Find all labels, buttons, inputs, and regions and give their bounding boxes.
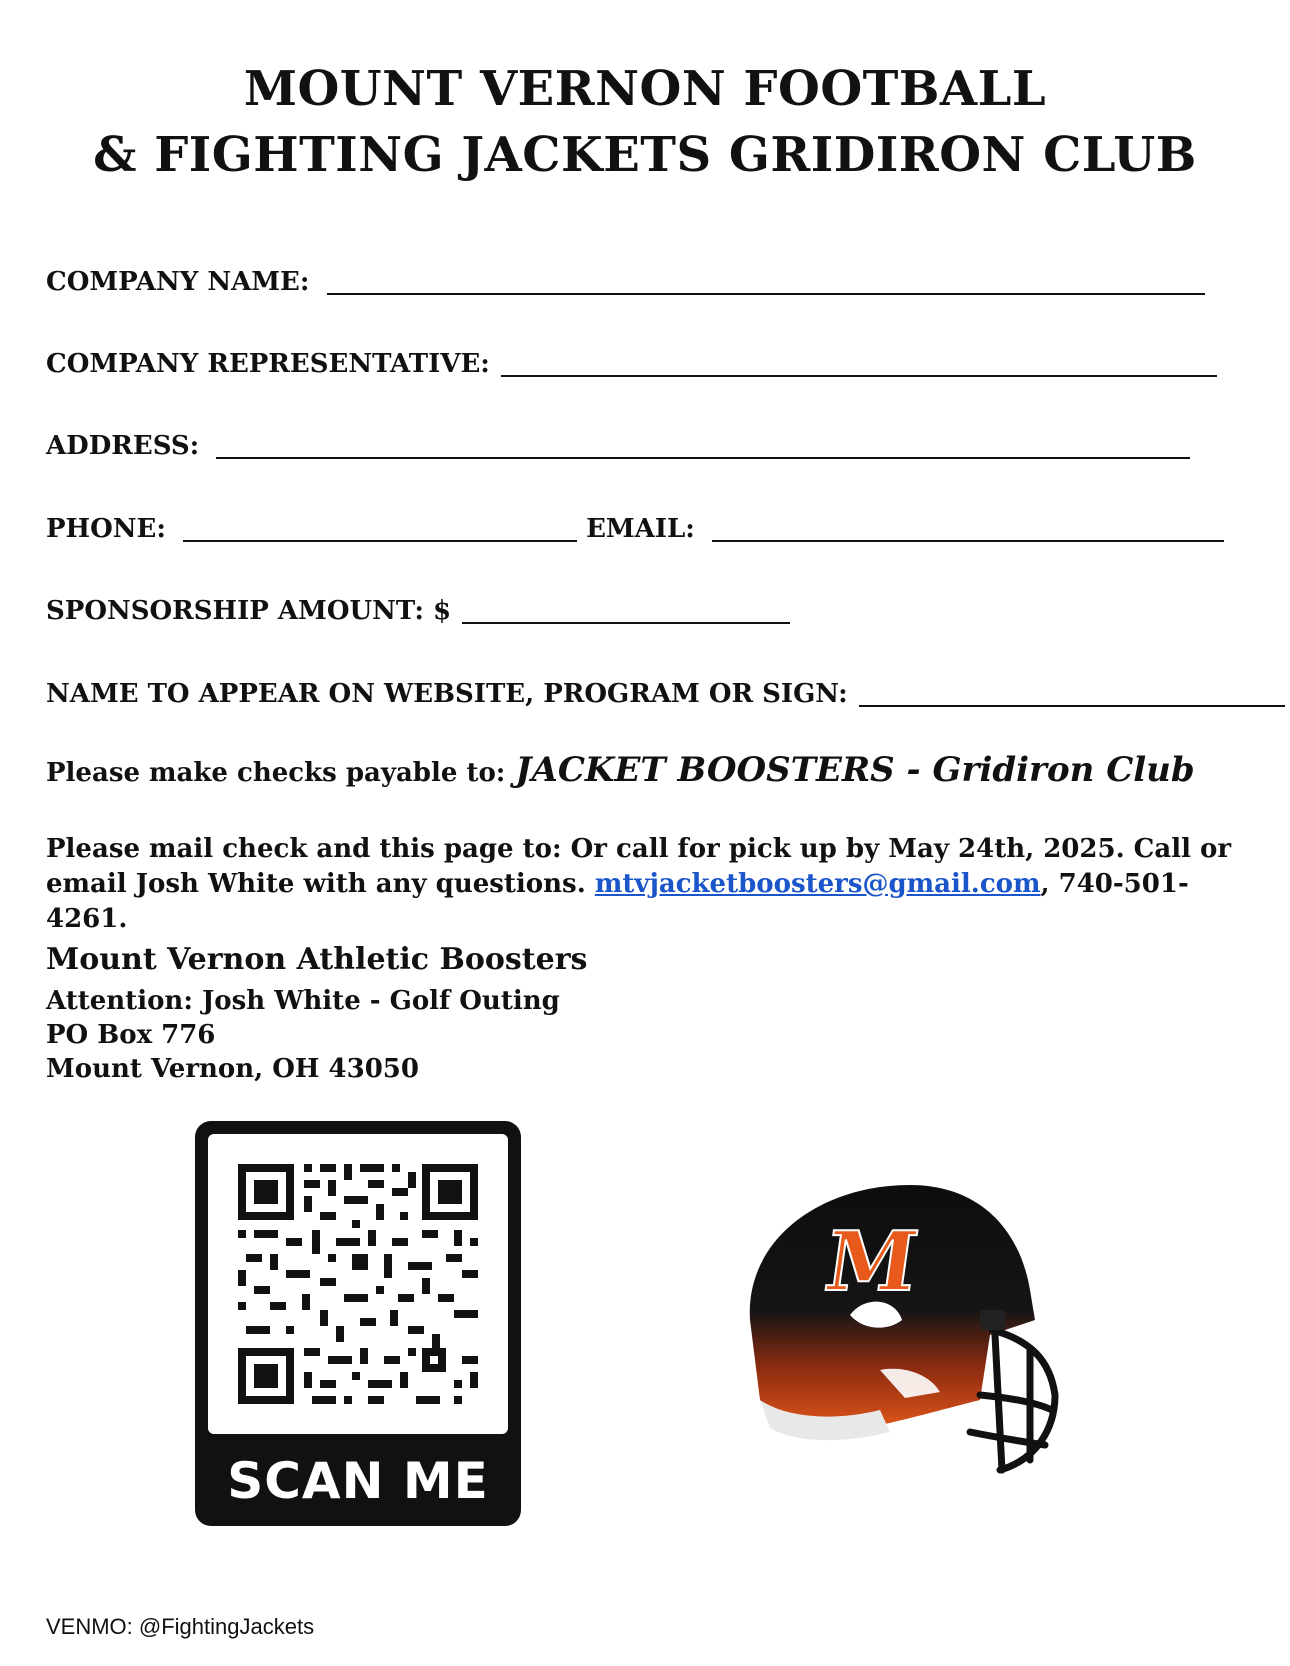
qr-pattern-icon	[208, 1134, 508, 1434]
mail-text: Please mail check and this page to: Or call for pick up by May 24th, 2025. Call or email Josh White with any questions.	[46, 834, 1232, 899]
sponsorship-blank[interactable]	[462, 594, 790, 624]
org-name: Mount Vernon Athletic Boosters	[46, 942, 588, 977]
page-title-line2: & FIGHTING JACKETS GRIDIRON CLUB	[93, 127, 1197, 183]
company-name-label: COMPANY NAME:	[46, 267, 310, 297]
scan-me-caption: SCAN ME	[227, 1452, 489, 1510]
sponsorship-field	[46, 594, 790, 628]
helmet-letter: M	[819, 1214, 924, 1310]
payee-name: JACKET BOOSTERS - Gridiron Club	[515, 750, 1195, 790]
football-helmet-logo	[730, 1170, 1070, 1500]
sponsorship-label: SPONSORSHIP AMOUNT: $	[46, 596, 452, 626]
checks-label: Please make checks payable to:	[46, 758, 506, 788]
qr-code-area	[208, 1134, 508, 1434]
company-rep-label: COMPANY REPRESENTATIVE:	[46, 349, 490, 379]
checks-payable	[46, 748, 1195, 795]
helmet-icon	[730, 1170, 1070, 1500]
qr-code[interactable]	[195, 1121, 521, 1526]
phone-label: PHONE:	[46, 514, 166, 544]
phone-email-field	[46, 512, 1224, 546]
address-field	[46, 429, 1190, 463]
company-rep-blank[interactable]	[501, 347, 1217, 377]
display-name-label: NAME TO APPEAR ON WEBSITE, PROGRAM OR SIGN:	[46, 679, 848, 709]
email-blank[interactable]	[712, 512, 1224, 542]
company-name-field	[46, 265, 1205, 299]
phone-blank[interactable]	[183, 512, 577, 542]
email-label: EMAIL:	[586, 514, 695, 544]
mail-instructions	[46, 832, 1256, 937]
company-name-blank[interactable]	[327, 265, 1205, 295]
address-city: Mount Vernon, OH 43050	[46, 1054, 419, 1084]
email-link[interactable]: mtvjacketboosters@gmail.com	[594, 869, 1041, 899]
address-label: ADDRESS:	[46, 431, 200, 461]
page-title-line1: MOUNT VERNON FOOTBALL	[243, 61, 1047, 117]
venmo-handle: VENMO: @FightingJackets	[46, 1614, 315, 1639]
address-po-box: PO Box 776	[46, 1020, 216, 1050]
display-name-blank[interactable]	[859, 677, 1285, 707]
display-name-field	[46, 677, 1285, 711]
address-attention: Attention: Josh White - Golf Outing	[46, 986, 560, 1016]
phone-number: , 740-501-4261.	[46, 869, 1189, 934]
company-rep-field	[46, 347, 1217, 381]
address-blank[interactable]	[216, 429, 1190, 459]
